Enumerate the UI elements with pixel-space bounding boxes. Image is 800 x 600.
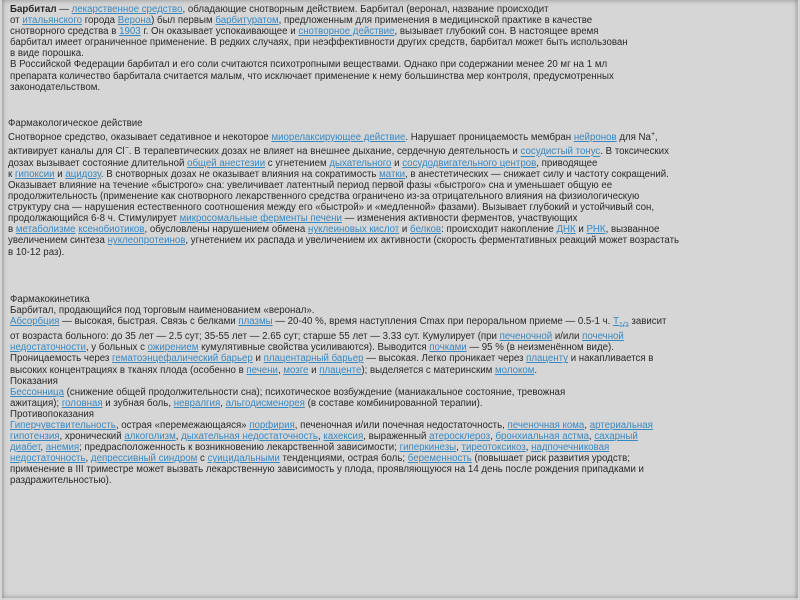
pharm-line-5: Оказывает влияние на течение «быстрого» сна: увеличивает латентный период первой фазы «быстрого» сна и уменьшает общую ее — [8, 179, 613, 191]
link-half-life[interactable]: $T_{1/2}$ — [613, 316, 629, 330]
link-absorption[interactable]: Абсорбция — [10, 316, 60, 328]
link-respiratory-failure[interactable]: дыхательная недостаточность — [181, 431, 318, 443]
link-respiratory[interactable]: дыхательного — [329, 157, 392, 169]
link-adrenal[interactable]: надпочечниковая — [531, 442, 610, 454]
ind-line-1: Бессонница (снижение общей продолжительности сна); психотическое возбуждение (маниакальное состояние, тревожная — [10, 386, 566, 398]
ind-line-2: ажитация); головная и зубная боль, невралгия, альгодисменорея (в составе комбинированной терапии). — [10, 397, 483, 409]
intro-line-3: снотворного средства в 1903 г. Он оказывает успокаивающее и снотворное действие, вызывает глубокий сон. В настоящее время — [10, 26, 599, 38]
link-placenta-2[interactable]: плаценте — [319, 364, 362, 376]
pharm-line-1: Снотворное средство, оказывает седативное и некоторое миорелаксирующее действие. Нарушает проницаемость мембран нейронов для Na+, — [8, 131, 658, 144]
link-hepatic-coma[interactable]: печеночная кома — [507, 419, 585, 431]
link-hypersensitivity[interactable]: Гиперчувствительность — [10, 419, 116, 431]
link-plasma[interactable]: плазмы — [238, 316, 273, 328]
intro-line-6: В Российской Федерации барбитал и его соли считаются психотропными веществами. Однако при содержании менее 20 мг на 1 мл — [10, 59, 608, 71]
link-alcoholism[interactable]: алкоголизм — [124, 431, 176, 443]
link-brain[interactable]: мозге — [283, 364, 309, 376]
link-neuralgia[interactable]: невралгия — [173, 397, 221, 409]
link-placental-barrier[interactable]: плацентарный барьер — [263, 353, 364, 365]
link-insufficiency[interactable]: недостаточности — [10, 342, 86, 354]
link-vasomotor[interactable]: сосудодвигательного центров — [402, 157, 537, 169]
pharm-line-2: активирует каналы для Cl−. В терапевтических дозах не влияет на внешнее дыхание, сердечную деятельность и сосудистый тонус. В токсических — [8, 145, 669, 158]
pharmacokinetics-heading: Фармакокинетика — [10, 294, 90, 305]
link-obesity[interactable]: ожирением — [147, 342, 199, 354]
intro-line-7: препарата количество барбитала считается малым, что исключает применение к нему большинства мер контроля, предусмотренных — [10, 70, 614, 82]
pharmacology-heading: Фармакологическое действие — [8, 118, 143, 129]
link-milk[interactable]: молоком — [495, 364, 535, 376]
contra-line-3: диабет, анемия; предрасположенность к возникновению лекарственной зависимости; гиперкинезы, тиреотоксикоз, надпочечниковая — [10, 442, 610, 454]
link-diabetes[interactable]: диабет — [10, 442, 41, 454]
pharmacokinetics-section — [10, 294, 790, 487]
article-title: Барбитал — [10, 4, 57, 15]
pharm-line-9: в метаболизме ксенобиотиков, обусловлены нарушением обмена нуклеиновых кислот и белков: происходит накопление ДНК и РНК, вызванное — [8, 224, 660, 236]
link-placenta[interactable]: плаценту — [526, 353, 569, 365]
pk-line-5: Проницаемость через гематоэнцефалический барьер и плацентарный барьер — высокая. Легко проникает через плаценту и накапливается в — [10, 353, 654, 365]
link-verona[interactable]: Верона — [117, 15, 152, 27]
link-suicidal[interactable]: суицидальными — [207, 453, 280, 465]
link-acidosis[interactable]: ацидозу — [65, 168, 101, 180]
contraindications-heading: Противопоказания — [10, 408, 94, 420]
link-arterial[interactable]: артериальная — [589, 419, 653, 431]
pk-line-6: высоких концентрациях в тканях плода (особенно в печени, мозге и плаценте); выделяется с материнским молоком. — [10, 364, 538, 376]
link-hypoxia[interactable]: гипоксии — [14, 168, 55, 180]
link-proteins[interactable]: белков — [410, 224, 442, 236]
pharm-line-8: продолжающийся 6-8 ч. Стимулирует микросомальные ферменты печени — изменения активности ферментов, участвующих — [8, 213, 578, 225]
pharm-line-3: дозах вызывает состояние длительной общей анестезии с угнетением дыхательного и сосудодвигательного центров, приводящее — [8, 157, 598, 169]
link-hepatic[interactable]: печеночной — [499, 331, 553, 343]
link-insomnia[interactable]: Бессонница — [10, 386, 64, 398]
intro-line-8: законодательством. — [10, 81, 101, 93]
pharm-line-6: продолжительность (применение как снотворного лекарственного средства ограничено из-за отрицательного влияния на физиологическую — [8, 191, 640, 203]
link-uterus[interactable]: матки — [379, 168, 406, 180]
link-rna[interactable]: РНК — [586, 224, 606, 236]
link-anesthesia[interactable]: общей анестезии — [187, 157, 266, 169]
link-italian[interactable]: итальянского — [22, 15, 83, 27]
pk-line-3: от возраста больного: до 35 лет — 2.5 сут; 35-55 лет — 2.65 сут; старше 55 лет — 3.33 сут. Кумулирует (при печеночной и/или почечной — [10, 331, 624, 343]
intro-line-4: барбитал имеет ограниченное применение. В редких случаях, при неэффективности других средств, барбитал может быть использован — [10, 37, 628, 49]
link-headache[interactable]: головная — [61, 397, 103, 409]
link-liver[interactable]: печени — [246, 364, 278, 376]
link-insufficiency-2[interactable]: недостаточность — [10, 453, 86, 465]
link-bbb[interactable]: гематоэнцефалический барьер — [112, 353, 253, 365]
link-dna[interactable]: ДНК — [556, 224, 576, 236]
link-barbiturate[interactable]: барбитуратом — [215, 15, 279, 27]
link-muscle-relaxant[interactable]: миорелаксирующее действие — [271, 132, 406, 144]
link-nucleoproteins[interactable]: нуклеопротеинов — [107, 235, 186, 247]
link-porphyria[interactable]: порфирия — [249, 419, 295, 431]
link-anemia[interactable]: анемия — [45, 442, 80, 454]
intro-line-1: Барбитал — лекарственное средство, обладающие снотворным действием. Барбитал (веронал, название происходит — [10, 4, 549, 15]
contra-line-2: гипотензия, хронический алкоголизм, дыхательная недостаточность, кахексия, выраженный атеросклероз, бронхиальная астма, сахарный — [10, 431, 638, 443]
link-neurons[interactable]: нейронов — [573, 132, 617, 144]
pharm-line-11: в 10-12 раз). — [8, 246, 65, 258]
pk-line-2: Абсорбция — высокая, быстрая. Связь с белками плазмы — 20-40 %, время наступления Cmax при пероральном приеме — 0.5-1 ч. $T_{1/2}$ зависит — [10, 316, 667, 330]
link-pregnancy[interactable]: беременность — [407, 453, 472, 465]
pharmacology-section — [8, 118, 788, 258]
pharm-line-4: к гипоксии и ацидозу. В снотворных дозах не оказывает влияния на сократимость матки, в анестетических — снижает силу и частоту сокращений. — [8, 168, 669, 180]
link-algomenorrhea[interactable]: альгодисменорея — [225, 397, 305, 409]
contra-line-6: раздражительностью). — [10, 475, 112, 487]
pk-line-4: недостаточности, у больных с ожирением кумулятивные свойства усиливаются). Выводится почками — 95 % (в неизменённом виде). — [10, 342, 614, 354]
link-xenobiotics[interactable]: ксенобиотиков — [78, 224, 145, 236]
link-hypnotic[interactable]: снотворное действие — [298, 26, 395, 38]
link-hypotension[interactable]: гипотензия — [10, 431, 60, 443]
link-vascular-tone[interactable]: сосудистый тонус — [520, 146, 601, 158]
contra-line-4: недостаточность, депрессивный синдром с суицидальными тенденциями, острая боль; беременность (повышает риск развития уродств; — [10, 453, 630, 465]
pk-line-1: Барбитал, продающийся под торговым наименованием «веронал». — [10, 305, 315, 317]
link-sugar[interactable]: сахарный — [594, 431, 638, 443]
contra-line-5: применение в III триместре может вызвать лекарственную зависимость у плода, проявляющуюся на 14 день после рождения припадками и — [10, 464, 644, 476]
intro-section — [10, 4, 780, 93]
link-asthma[interactable]: бронхиальная астма — [495, 431, 589, 443]
link-kidneys[interactable]: почками — [429, 342, 467, 354]
intro-line-5: в виде порошка. — [10, 48, 84, 60]
link-depression[interactable]: депрессивный синдром — [90, 453, 198, 465]
link-renal[interactable]: почечной — [582, 331, 624, 343]
link-metabolism[interactable]: метаболизме — [15, 224, 76, 236]
link-cachexia[interactable]: кахексия — [323, 431, 364, 443]
link-liver-enzymes[interactable]: микросомальные ферменты печени — [179, 213, 342, 225]
contra-line-1: Гиперчувствительность, острая «перемежающаяся» порфирия, печеночная и/или почечная недостаточность, печеночная кома, артериальная — [10, 419, 653, 431]
link-nucleic-acids[interactable]: нуклеиновых кислот — [307, 224, 400, 236]
pharm-line-7: структуру сна — нарушения естественного соотношения между его «быстрой» и «медленной» фазами). Вызывает глубокий и устойчивый сон, — [8, 202, 655, 214]
pharm-line-10: увеличением синтеза нуклеопротеинов, угнетением их распада и увеличением их активности (скорость ферментативных реакций может возрастать — [8, 235, 680, 247]
link-atherosclerosis[interactable]: атеросклероз — [429, 431, 491, 443]
link-year[interactable]: 1903 — [119, 26, 141, 38]
intro-line-2: от итальянского города Верона) был первым барбитуратом, предложенным для применения в медицинской практике в качестве — [10, 15, 593, 27]
indications-heading: Показания — [10, 375, 58, 387]
link-hyperkinesis[interactable]: гиперкинезы — [399, 442, 457, 454]
link-thyrotoxicosis[interactable]: тиреотоксикоз — [461, 442, 526, 454]
link-drug[interactable]: лекарственное средство — [71, 4, 183, 15]
